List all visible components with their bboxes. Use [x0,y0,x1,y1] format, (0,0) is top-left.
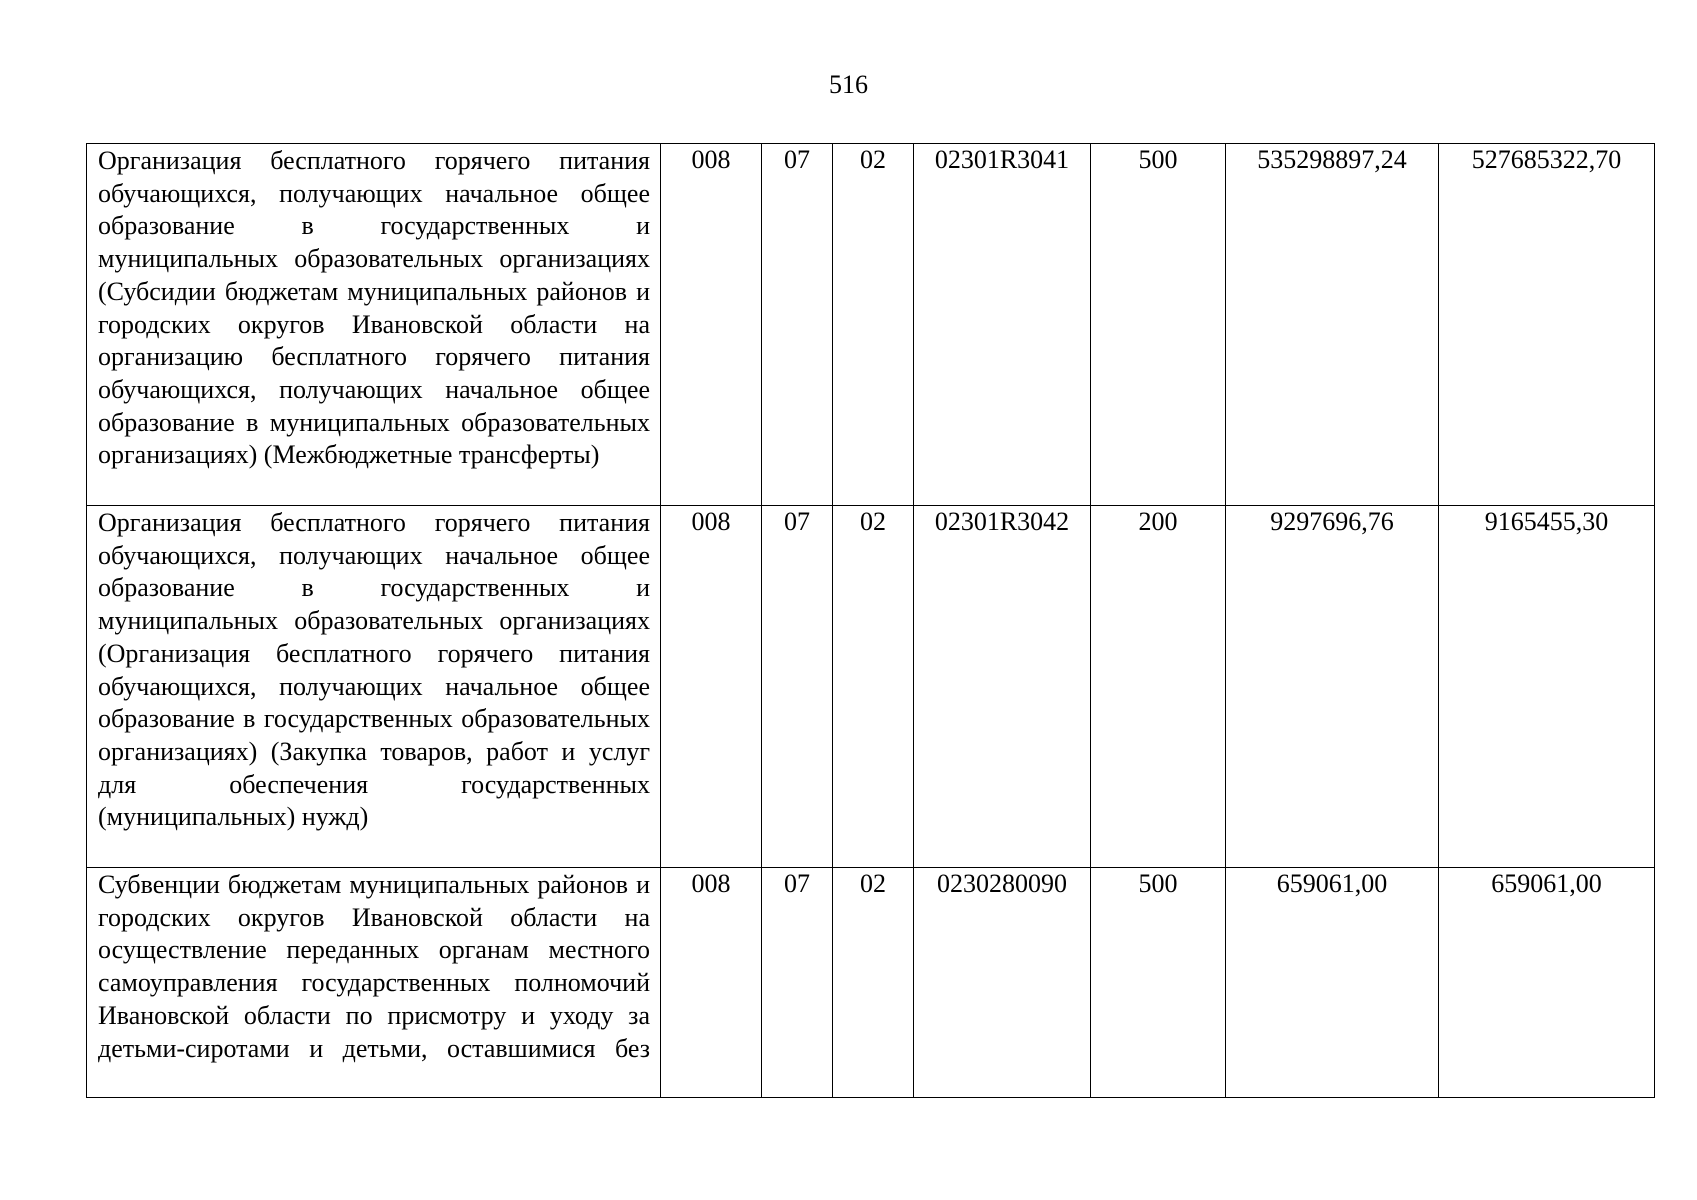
ministry-code: 008 [661,506,762,868]
target-article-code: 02301R3042 [914,506,1091,868]
subsection-code: 02 [833,144,914,506]
row-description: Субвенции бюджетам муниципальных районов и городских округов Ивановской области на осуществление переданных органам местного самоуправления государственных полномочий Ивановской области по присмотру и уходу за детьми-сиротами и детьми, оставшимися без [87,868,661,1098]
row-description: Организация бесплатного горячего питания обучающихся, получающих начальное общее образование в государственных и муниципальных образовательных организациях (Организация бесплатного горячего питания обучающихся, получающих начальное общее образование в государственных образовательных организациях) (Закупка товаров, работ и услуг для обеспечения государственных (муниципальных) нужд) [87,506,661,868]
target-article-code: 0230280090 [914,868,1091,1098]
section-code: 07 [762,506,833,868]
section-code: 07 [762,144,833,506]
amount-2: 659061,00 [1439,868,1655,1098]
subsection-code: 02 [833,506,914,868]
section-code: 07 [762,868,833,1098]
amount-1: 659061,00 [1226,868,1439,1098]
amount-2: 527685322,70 [1439,144,1655,506]
table-row [87,506,1655,868]
row-description: Организация бесплатного горячего питания обучающихся, получающих начальное общее образование в государственных и муниципальных образовательных организациях (Субсидии бюджетам муниципальных районов и городских округов Ивановской области на организацию бесплатного горячего питания обучающихся, получающих начальное общее образование в муниципальных образовательных организациях) (Межбюджетные трансферты) [87,144,661,506]
table-row [87,144,1655,506]
page-number: 516 [829,70,868,99]
table-row [87,868,1655,1098]
amount-2: 9165455,30 [1439,506,1655,868]
expense-type-code: 500 [1091,144,1226,506]
target-article-code: 02301R3041 [914,144,1091,506]
amount-1: 9297696,76 [1226,506,1439,868]
amount-1: 535298897,24 [1226,144,1439,506]
ministry-code: 008 [661,868,762,1098]
expense-type-code: 500 [1091,868,1226,1098]
budget-table [86,143,1655,1098]
ministry-code: 008 [661,144,762,506]
subsection-code: 02 [833,868,914,1098]
expense-type-code: 200 [1091,506,1226,868]
